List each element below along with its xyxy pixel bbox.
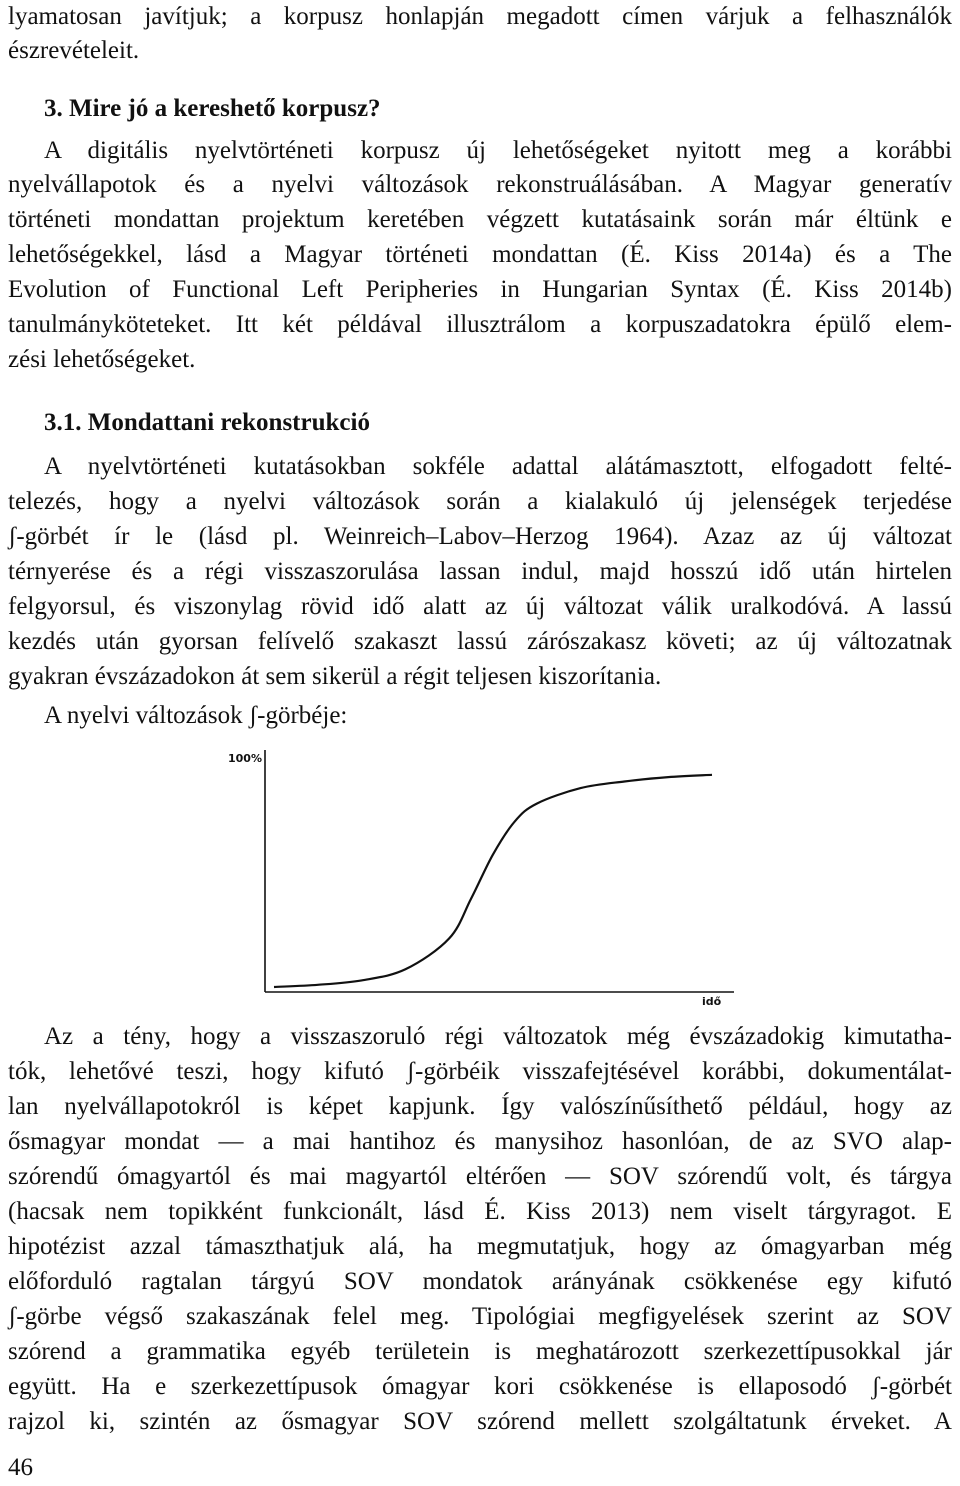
text-line: gyakran évszázadokon át sem sikerül a régit teljesen kiszorítania. — [8, 663, 662, 690]
text-line: térnyerése és a régi visszaszorulása lassan indul, majd hosszú idő után hirtelen — [8, 558, 952, 585]
text-line: nyelvállapotok és a nyelvi változások rekonstruálásában. A Magyar generatív — [8, 171, 952, 198]
text-line: tanulmányköteteket. Itt két példával illusztrálom a korpuszadatokra épülő elem- — [8, 311, 952, 338]
section-heading: 3.1. Mondattani rekonstrukció — [44, 409, 370, 436]
section-heading: 3. Mire jó a kereshető korpusz? — [44, 95, 381, 122]
text-line: előforduló ragtalan tárgyú SOV mondatok arányának csökkenése egy kifutó — [8, 1268, 952, 1295]
s-curve-chart — [212, 744, 742, 1010]
text-line: kezdés után gyorsan felívelő szakaszt lassú zárószakasz követi; az új változatnak — [8, 628, 952, 655]
text-line: Az a tény, hogy a visszaszoruló régi változatok még évszázadokig kimutatha- — [44, 1023, 952, 1050]
text-line: zési lehetőségeket. — [8, 346, 196, 373]
text-line: telezés, hogy a nyelvi változások során a kialakuló új jelenségek terjedése — [8, 488, 952, 515]
text-line: lan nyelvállapotokról is képet kapjunk. Így valószínűsíthető például, hogy az — [8, 1093, 952, 1120]
text-line: rajzol ki, szintén az ősmagyar SOV szórend mellett szolgáltatunk érveket. A — [8, 1408, 952, 1435]
text-line: (hacsak nem topikként funkcionált, lásd É. Kiss 2013) nem viselt tárgyragot. E — [8, 1198, 952, 1225]
s-curve-line — [274, 775, 712, 987]
figure-caption: A nyelvi változások ʃ-görbéje: — [44, 702, 348, 729]
text-line: lyamatosan javítjuk; a korpusz honlapján megadott címen várjuk a felhasználók — [8, 3, 952, 30]
text-line: ʃ-görbét ír le (lásd pl. Weinreich–Labov–Herzog 1964). Azaz az új változat — [8, 523, 952, 550]
text-line: szórendű ómagyartól és mai magyartól eltérően — SOV szórendű volt, és tárgya — [8, 1163, 952, 1190]
text-line: A nyelvtörténeti kutatásokban sokféle adattal alátámasztott, elfogadott felté- — [44, 453, 952, 480]
text-line: ősmagyar mondat — a mai hantihoz és manysihoz hasonlóan, de az SVO alap- — [8, 1128, 952, 1155]
text-line: észrevételeit. — [8, 37, 140, 64]
text-line: együtt. Ha e szerkezettípusok ómagyar kori csökkenése is ellaposodó ʃ-görbét — [8, 1373, 952, 1400]
text-line: szórend a grammatika egyéb területein is meghatározott szerkezettípusokkal jár — [8, 1338, 952, 1365]
text-line: történeti mondattan projektum keretében végzett kutatásaink során már éltünk e — [8, 206, 952, 233]
text-line: hipotézist azzal támaszthatjuk alá, ha megmutatjuk, hogy az ómagyarban még — [8, 1233, 952, 1260]
text-line: A digitális nyelvtörténeti korpusz új lehetőségeket nyitott meg a korábbi — [44, 137, 952, 164]
text-line: tók, lehetővé teszi, hogy kifutó ʃ-görbéik visszafejtésével korábbi, dokumentálat- — [8, 1058, 952, 1085]
y-tick-label: 100% — [228, 752, 262, 765]
text-line: ʃ-görbe végső szakaszának felel meg. Tipológiai megfigyelések szerint az SOV — [8, 1303, 952, 1330]
text-line: felgyorsul, és viszonylag rövid idő alatt az új változat válik uralkodóvá. A lassú — [8, 593, 952, 620]
text-line: lehetőségekkel, lásd a Magyar történeti mondattan (É. Kiss 2014a) és a The — [8, 241, 952, 268]
page-number: 46 — [8, 1454, 33, 1481]
text-line: Evolution of Functional Left Peripheries in Hungarian Syntax (É. Kiss 2014b) — [8, 276, 952, 303]
x-axis-label: idő — [702, 995, 722, 1008]
